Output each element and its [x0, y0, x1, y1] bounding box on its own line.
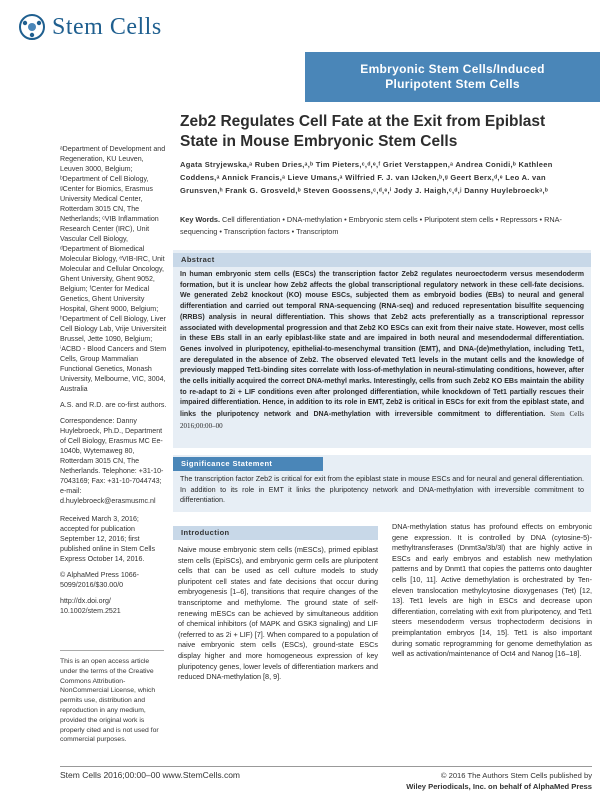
keywords-label: Key Words. [180, 215, 221, 224]
cofirst-note: A.S. and R.D. are co-first authors. [60, 401, 167, 409]
affiliations-column [60, 144, 168, 622]
footer-rule [60, 766, 592, 767]
abstract-heading: Abstract [173, 253, 591, 267]
author-list: Agata Stryjewska,ᵃ Ruben Dries,ᵃ,ᵇ Tim Pieters,ᶜ,ᵈ,ᵉ,ᶠ Griet Verstappen,ᵃ Andrea Conidi,ᵇ Kathleen Coddens,ᵃ Annick Francis,ᵃ Lieve Umans,ᵃ Wilfried F. J. van IJcken,ᵇ,ᵍ Geert Berx,ᵈ,ᵉ Leo A. van Grunsven,ʰ Frank G. Grosveld,ᵇ Steven Goossens,ᶜ,ᵈ,ᵉ,ⁱ Jody J. Haigh,ᶜ,ᵈ,ʲ Danny Huylebroeckᵃ,ᵇ [180, 160, 553, 195]
introduction-heading: Introduction [173, 526, 378, 540]
introduction-column-2: DNA-methylation status has profound effects on embryonic gene expression. It is controlled by DNA (cytosine-5)-methyltransferases (Dnmt3a/3b/3l) that are highly active in ESCs and early embryos and establish new methylation patterns and by Dnmt1 that copies the patterns onto daughter cells [10, 11]. Active demethylation is orchestrated by Ten-eleven translocation methylcytosine dioxygenases (Tet) [12, 13]. Tet1 levels are high in ESCs and decrease upon differentiation, correlating with exit from pluripotency, and Tet1 steers mesendoderm versus trophectoderm decisions in preimplantation embryos [14, 15]. Tet1 is also important during somatic reprogramming for genome demethylation as well as activation/maintenance of Oct4 and Nanog [16–18]. [392, 522, 592, 659]
footer-right-line1: © 2016 The Authors Stem Cells published by [440, 771, 592, 780]
open-access-note: This is an open access article under the terms of the Creative Commons Attribution-NonCommercial License, which permits use, distribution and reproduction in any medium, provided the original work is properly cited and is not used for commercial purposes. [60, 650, 164, 745]
significance-heading: Significance Statement [173, 457, 323, 471]
significance-body: The transcription factor Zeb2 is critical for exit from the epiblast state in mouse ESCs and for neural and general differentiation. In addition to its role in EMT it links the pluripotency network and DNA-methylation with irreversible commitment to differentiation. [180, 474, 584, 505]
affiliations-text: ᵃDepartment of Development and Regeneration, KU Leuven, Leuven 3000, Belgium; ᵇDepartment of Cell Biology, ᵍCenter for Biomics, Erasmus University Medical Center, Rotterdam 3015 CN, The Netherlands; ᶜVIB Inflammation Research Center (IRC), Unit Vascular Cell Biology, ᵈDepartment of Biomedical Molecular Biology, ᵉVIB-IRC, Unit Molecular and Cellular Oncology, Ghent University, Ghent 9052, Belgium; ᶠCenter for Medical Genetics, Ghent University Hospital, Ghent 9000, Belgium; ʰDepartment of Cell Biology, Liver Cell Biology Lab, Vrije Universiteit Brussel, Jette 1090, Belgium; ⁱACBD - Blood Cancers and Stem Cells, Group Mammalian Functional Genetics, Monash University, Melbourne, VIC, 3004, Australia [60, 145, 167, 393]
abstract-body [180, 270, 584, 433]
stem-cells-logo-icon [18, 13, 46, 41]
article-title: Zeb2 Regulates Cell Fate at the Exit from Epiblast State in Mouse Embryonic Stem Cells [180, 113, 546, 150]
section-banner-line2: Pluripotent Stem Cells [385, 77, 520, 91]
abstract-text: In human embryonic stem cells (ESCs) the transcription factor Zeb2 regulates neuroectoderm versus mesendoderm formation, but it is unclear how Zeb2 affects the global transcriptional regulatory network in these cell-fate decisions. We generated Zeb2 knockout (KO) mouse ESCs, subjected them as embryoid bodies (EBs) to neural and general differentiation and carried out temporal RNA-sequencing (RNA-seq) and reduced representation bisulfite sequencing (RRBS) analysis in neural differentiation. This shows that Zeb2 acts preferentially as a transcriptional repressor associated with developmental progression and that Zeb2 KO ESCs can exit from their naive state. However, most cells in these EBs stall in an early epiblast-like state and are impaired in both neural and mesendodermal differentiation. Genes involved in pluripotency, epithelial-to-mesenchymal transition (EMT), and DNA-(de)methylation, including Tet1, are deregulated in the absence of Zeb2. The observed elevated Tet1 levels in the mutant cells and the knowledge of previously mapped Tet1-binding sites correlate with loss-of-methylation in neural-stimulating conditions, however, after the cells initially acquired the correct DNA-methyl marks. Interestingly, cells from such Zeb2 KO EBs maintain the ability to re-adapt to 2i + LIF conditions even after prolonged differentiation, while knockdown of Tet1 partially rescues their impaired differentiation. Hence, in addition to its role in EMT, Zeb2 is critical in ESCs for exit from the epiblast state, and links the pluripotency network and DNA-methylation with irreversible commitment to differentiation. [180, 271, 584, 419]
correspondence: Correspondence: Danny Huylebroeck, Ph.D., Department of Cell Biology, Erasmus MC Ee-1040b, Wytemaweg 80, Rotterdam 3015 CN, The Netherlands. Telephone: +31-10-7043169; Fax: +31-10-7044743; e-mail: d.huylebroeck@erasmusmc.nl [60, 417, 164, 505]
section-banner-line1: Embryonic Stem Cells/Induced [360, 62, 545, 76]
abstract-citation: Stem Cells 2016;00:00–00 [180, 410, 584, 430]
footer-left: Stem Cells 2016;00:00–00 www.StemCells.com [60, 770, 240, 780]
introduction-column-1: Naive mouse embryonic stem cells (mESCs), primed epiblast stem cells (EpiSCs), and embryonic germ cells are pluripotent cells that can be used as cell culture models to study pluripotent cell states and fate decisions that occur during embryogenesis [1–6], transitions that require changes of the transcriptome and methylome. The ground state of self-renewing mESCs can be achieved by simultaneous addition of chemical inhibitors (of MAPK and GSK3 signaling) and LIF (referred to as 2i + LIF) [7]. When compared to a population of naive embryonic stem cells (ESCs), ground-state ESCs display higher and more homogeneous expression of key pluripotency genes, lower levels of differentiation markers and reduced DNA-methylation [8, 9]. [178, 545, 378, 682]
journal-name: Stem Cells [52, 13, 162, 40]
keywords [180, 214, 590, 238]
received-dates: Received March 3, 2016; accepted for publication September 12, 2016; first published online in Stem Cells Express October 14, 2016. [60, 515, 156, 563]
journal-logo [18, 10, 162, 44]
footer-right-line2: Wiley Periodicals, Inc. on behalf of AlphaMed Press [406, 782, 592, 791]
copyright-note: © AlphaMed Press 1066-5099/2016/$30.00/0 [60, 571, 139, 589]
doi-link[interactable]: http://dx.doi.org/ 10.1002/stem.2521 [60, 597, 121, 615]
section-banner [305, 52, 600, 102]
footer-right [330, 770, 592, 792]
keywords-list: Cell differentiation • DNA-methylation • Embryonic stem cells • Pluripotent stem cells • Repressors • RNA-sequencing • Transcription factors • Transcriptom [180, 215, 562, 236]
